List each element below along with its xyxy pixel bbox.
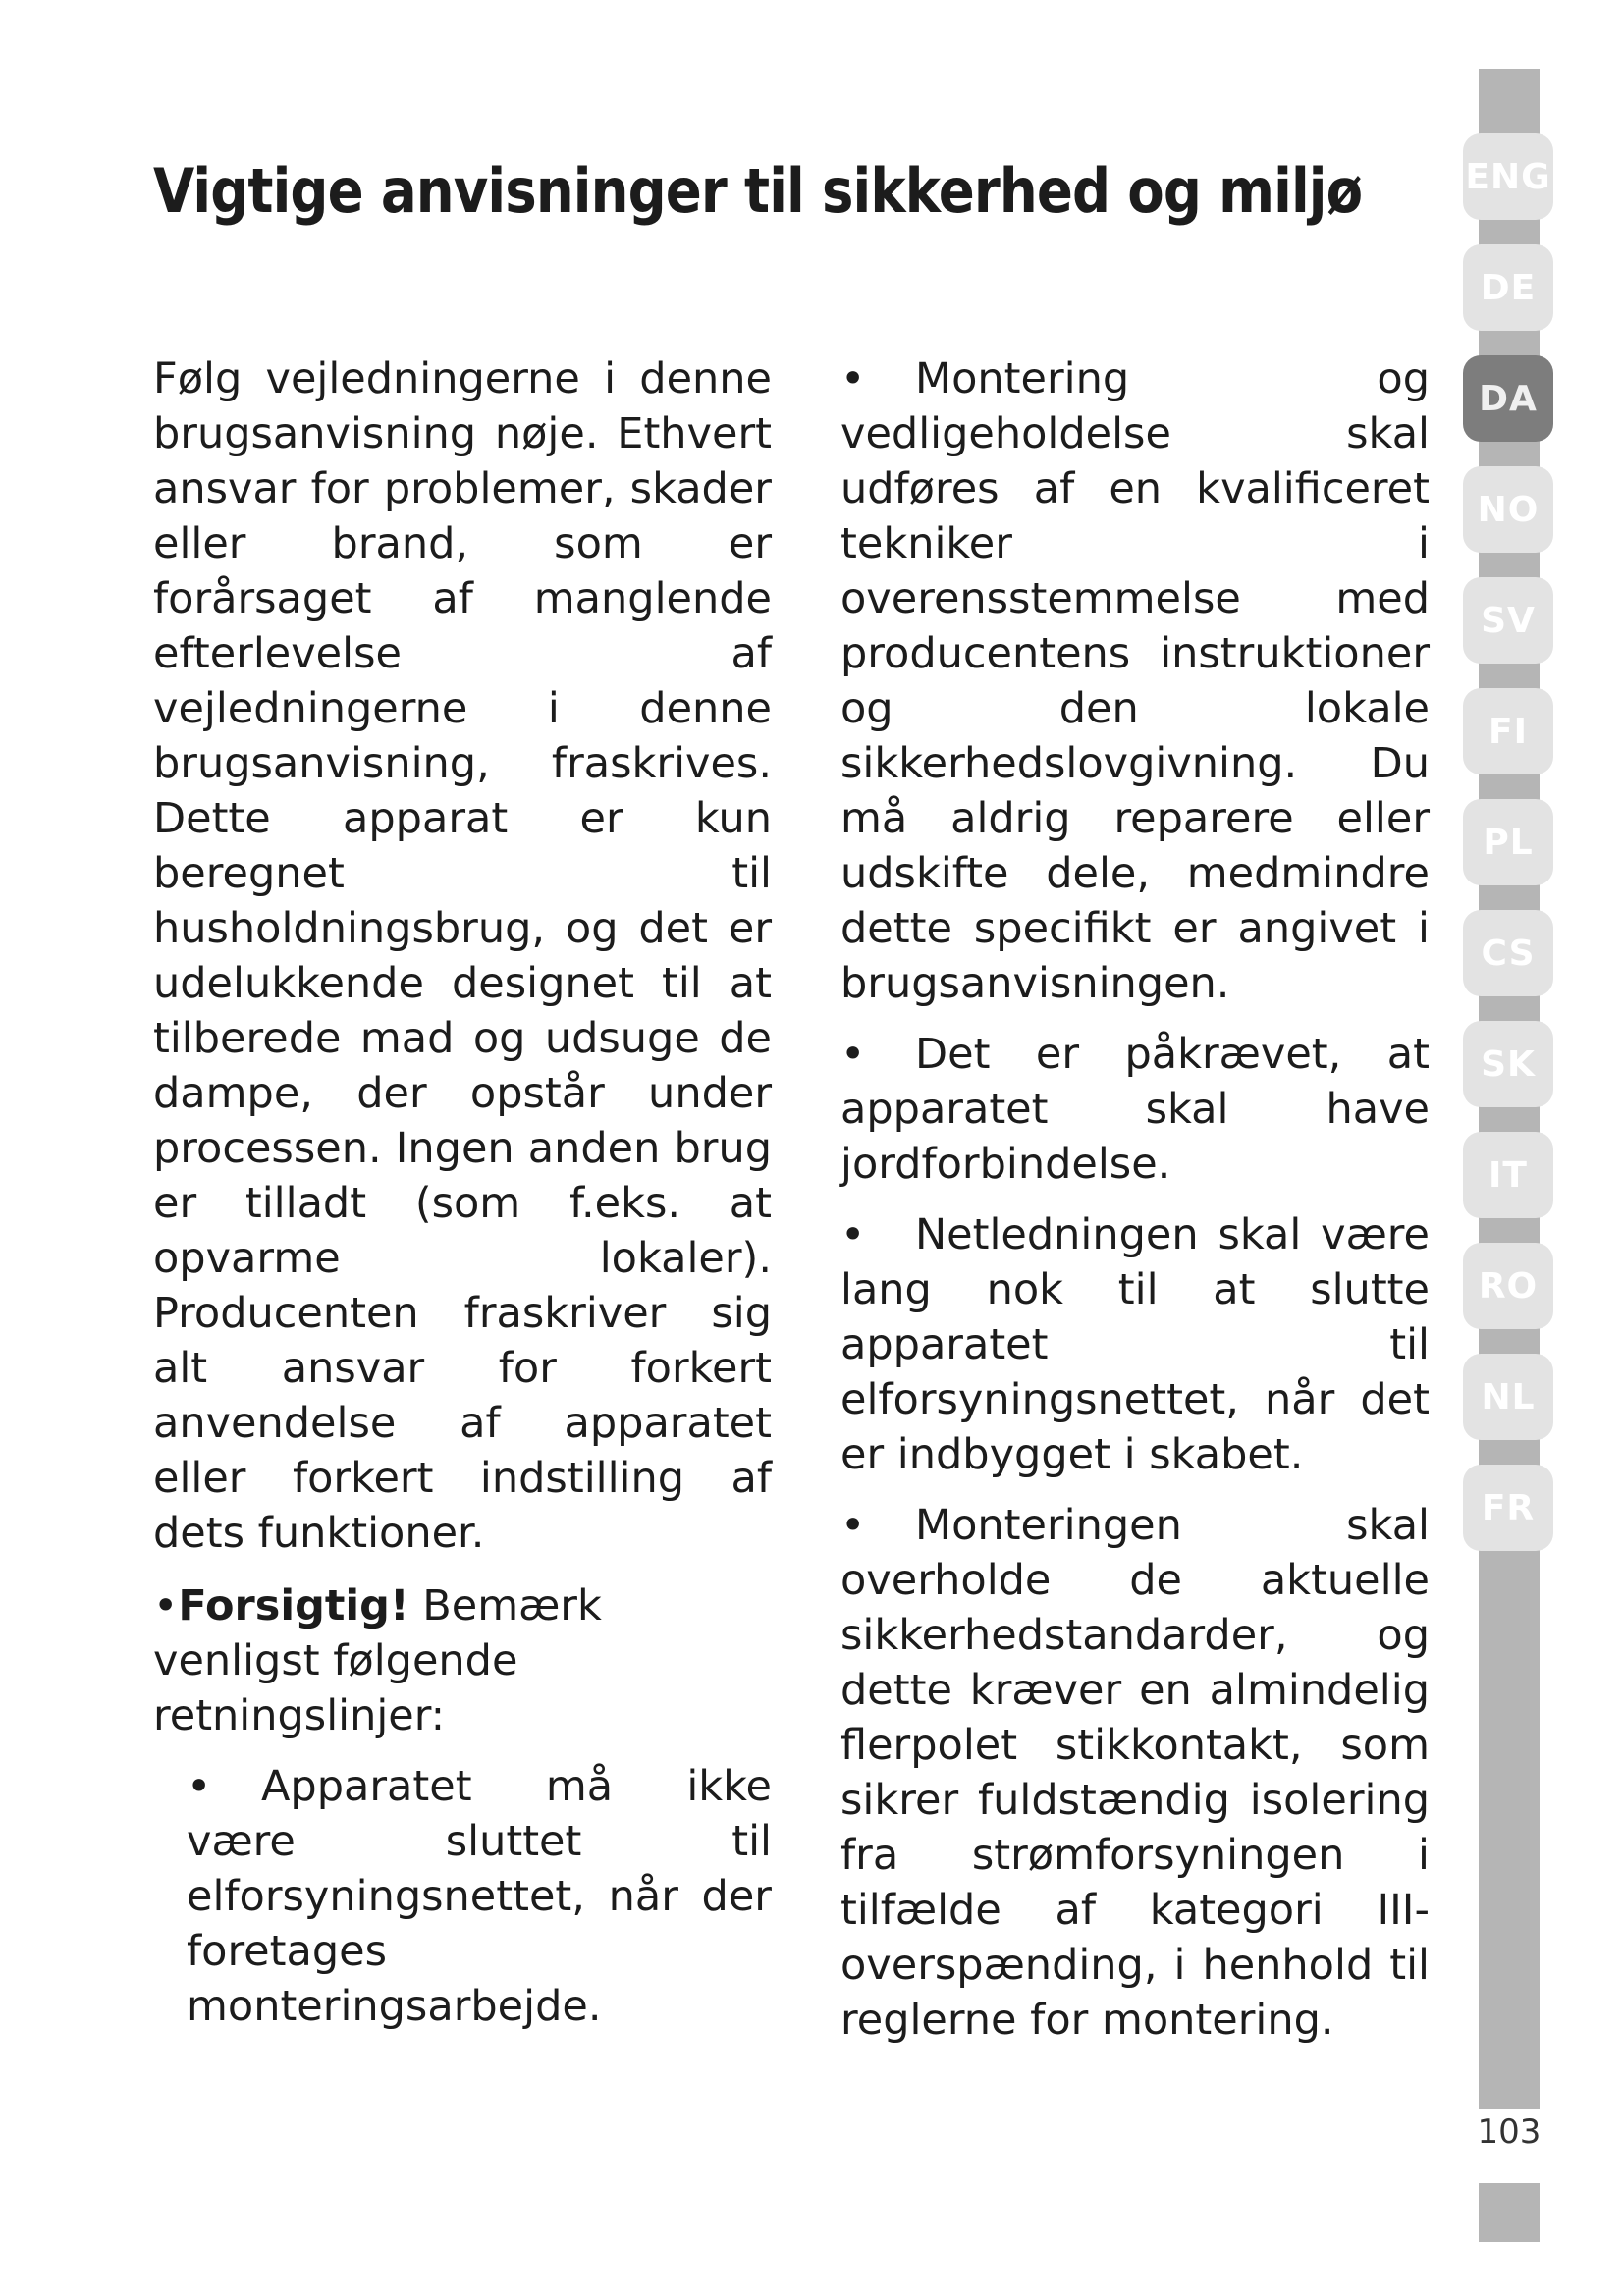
language-tab-ro[interactable]: RO bbox=[1463, 1243, 1553, 1329]
list-item bbox=[840, 1207, 1430, 1482]
language-tab-fr[interactable]: FR bbox=[1463, 1465, 1553, 1551]
warning-block bbox=[153, 1578, 772, 1743]
list-item-text: Netledningen skal være lang nok til at slutte apparatet til elforsyningsnettet, når det er indbygget i skabet. bbox=[840, 1210, 1430, 1479]
language-tab-sk[interactable]: SK bbox=[1463, 1021, 1553, 1107]
list-item-text: Monteringen skal overholde de aktuelle sikkerhedstandarder, og dette kræver en almindelig flerpolet stikkontakt, som sikrer fuldstændig isolering fra strømforsyningen i tilfælde af kategori III-overspænding, i henhold til reglerne for montering. bbox=[840, 1501, 1430, 2045]
bullet: • bbox=[187, 1762, 212, 1811]
list-item-text: Apparatet må ikke være sluttet til elforsyningsnettet, når der foretages monteringsarbejde. bbox=[187, 1762, 772, 2031]
language-tab-nl[interactable]: NL bbox=[1463, 1354, 1553, 1440]
warning-text: Bemærk venligst følgende retningslinjer: bbox=[153, 1581, 602, 1740]
bullet: • bbox=[840, 1030, 866, 1079]
language-tab-sv[interactable]: SV bbox=[1463, 577, 1553, 664]
page-number: 103 bbox=[1477, 2112, 1542, 2152]
language-tab-de[interactable]: DE bbox=[1463, 244, 1553, 331]
intro-paragraph: Følg vejledningerne i denne brugsanvisning nøje. Ethvert ansvar for problemer, skader eller brand, som er forårsaget af manglende efterlevelse af vejledningerne i denne brugsanvisning, fraskrives. Dette apparat er kun beregnet til husholdningsbrug, og det er udelukkende designet til at tilberede mad og udsuge de dampe, der opstår under processen. Ingen anden brug er tilladt (som f.eks. at opvarme lokaler). Producenten fraskriver sig alt ansvar for forkert anvendelse af apparatet eller forkert indstilling af dets funktioner. bbox=[153, 354, 772, 1558]
language-tab-no[interactable]: NO bbox=[1463, 466, 1553, 553]
list-item bbox=[840, 1027, 1430, 1192]
bullet: • bbox=[153, 1581, 179, 1630]
list-item bbox=[840, 351, 1430, 1011]
bullet: • bbox=[840, 354, 866, 403]
list-item-text: Det er påkrævet, at apparatet skal have jordforbindelse. bbox=[840, 1030, 1430, 1189]
list-item bbox=[153, 1759, 772, 2034]
left-column bbox=[153, 351, 772, 2034]
list-item-text: Montering og vedligeholdelse skal udføres af en kvalificeret tekniker i overensstemmelse med producentens instruktioner og den lokale sikkerhedslovgivning. Du må aldrig reparere eller udskifte dele, medmindre dette specifikt er angivet i brugsanvisningen. bbox=[840, 354, 1430, 1008]
language-tab-pl[interactable]: PL bbox=[1463, 799, 1553, 885]
language-tab-it[interactable]: IT bbox=[1463, 1132, 1553, 1218]
sidebar-footer-bar bbox=[1479, 2183, 1540, 2242]
bullet: • bbox=[840, 1210, 866, 1259]
list-item bbox=[840, 1498, 1430, 2048]
page-title: Vigtige anvisninger til sikkerhed og miljø bbox=[153, 155, 1363, 227]
language-tab-eng[interactable]: ENG bbox=[1463, 133, 1553, 220]
language-tab-fi[interactable]: FI bbox=[1463, 688, 1553, 774]
right-column bbox=[840, 351, 1430, 2063]
language-tab-cs[interactable]: CS bbox=[1463, 910, 1553, 996]
warning-label: Forsigtig! bbox=[178, 1581, 409, 1630]
bullet: • bbox=[840, 1501, 866, 1550]
language-tab-da[interactable]: DA bbox=[1463, 355, 1553, 442]
